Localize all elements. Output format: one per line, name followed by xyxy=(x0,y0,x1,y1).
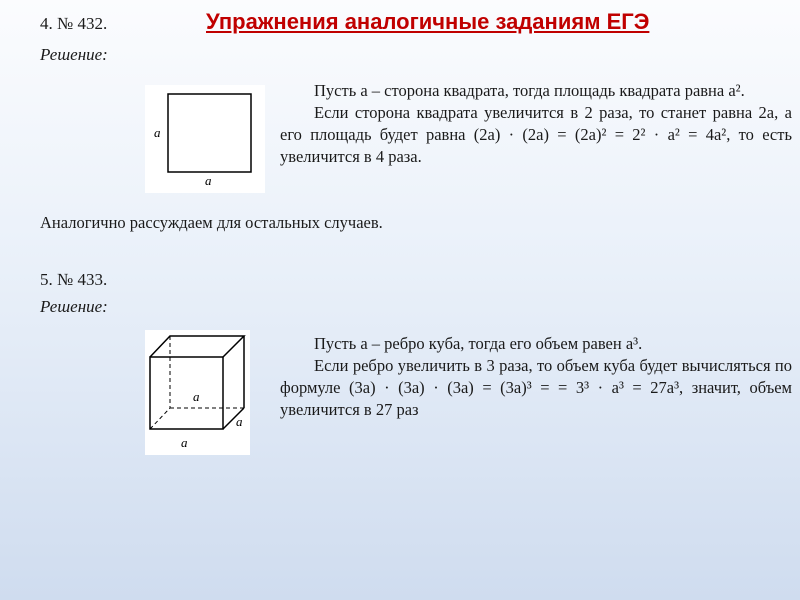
square-side-label: a xyxy=(154,125,161,140)
solution-label-1: Решение: xyxy=(40,45,108,64)
cube-figure xyxy=(145,330,250,455)
cube-hidden-diagonal xyxy=(150,408,170,429)
task-number-432: 4. № 432. xyxy=(40,14,108,33)
cube-inner-label: a xyxy=(193,389,200,404)
analogy-note: Аналогично рассуждаем для остальных случаев. xyxy=(40,213,383,232)
solution-label-2: Решение: xyxy=(40,297,108,316)
square-figure xyxy=(145,85,265,193)
task1-solution-text xyxy=(280,80,792,168)
task2-paragraph-2: Если ребро увеличить в 3 раза, то объем куба будет вычисляться по формуле (3a) · (3a) · (3a) = (3a)³ = = 3³ · a³ = 27a³, значит, объем увеличится в 27 раз xyxy=(280,356,792,419)
cube-bottom-label: a xyxy=(181,435,188,450)
square-shape xyxy=(168,94,251,172)
task2-paragraph-1: Пусть a – ребро куба, тогда его объем равен a³. xyxy=(314,334,643,353)
task2-solution-text xyxy=(280,333,792,421)
square-bottom-label: a xyxy=(205,173,212,188)
task1-paragraph-1: Пусть a – сторона квадрата, тогда площадь квадрата равна a². xyxy=(314,81,745,100)
cube-top-face xyxy=(150,336,244,357)
cube-side-label: a xyxy=(236,414,243,429)
task-number-433: 5. № 433. xyxy=(40,270,108,289)
task1-paragraph-2: Если сторона квадрата увеличится в 2 раза, то станет равна 2a, а его площадь будет равна (2a) · (2a) = (2a)² = 2² · a² = 4a², то есть увеличится в 4 раза. xyxy=(280,103,792,166)
page-title: Упражнения аналогичные заданиям ЕГЭ xyxy=(206,9,650,34)
